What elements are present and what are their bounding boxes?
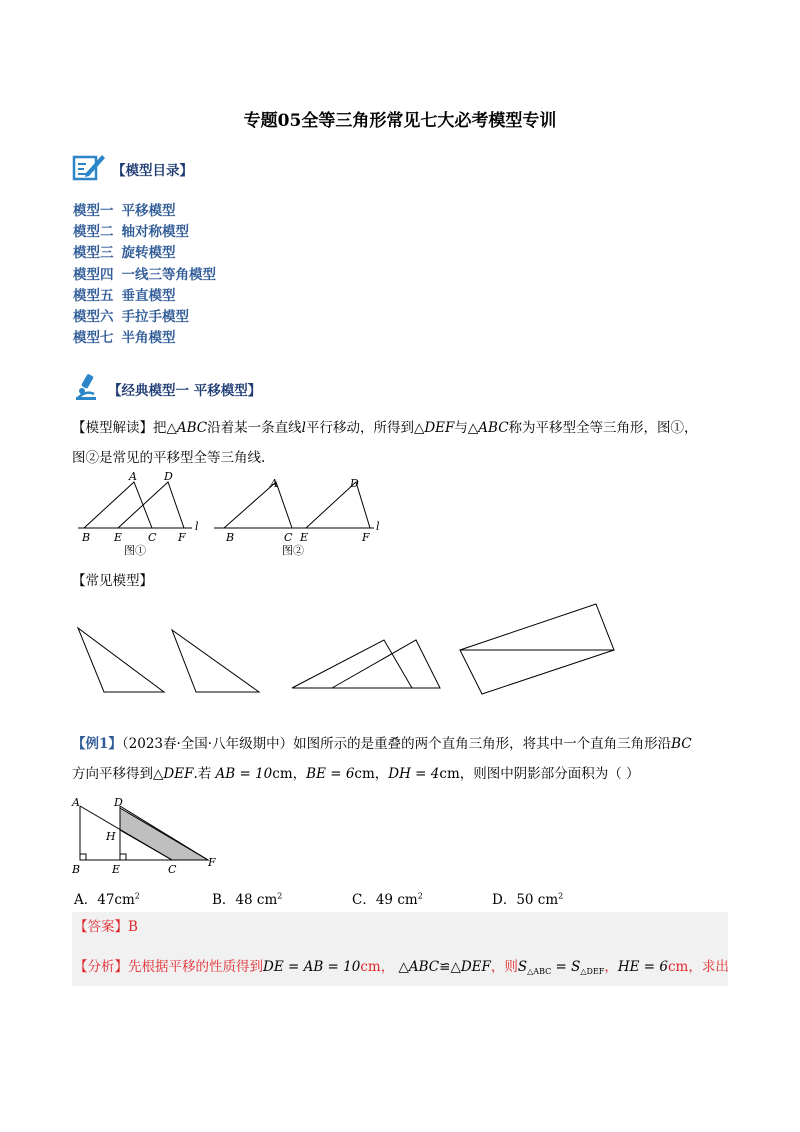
choice-a[interactable]: A．$47cm^2$: [74, 891, 140, 908]
toc-item[interactable]: 模型四 一线三等角模型: [73, 266, 216, 283]
fig1-label-D: D: [164, 470, 173, 483]
example-line-2: 方向平移得到△DEF.若 AB = 10cm，BE = 6cm，DH = 4cm，则图中阴影部分面积为（ ）: [72, 766, 640, 782]
toc-item[interactable]: 模型五 垂直模型: [73, 287, 176, 304]
fig2-label-E: E: [300, 531, 309, 544]
example-1-text: [72, 729, 742, 789]
fig2-label-C: C: [284, 531, 293, 544]
example-1-figure: [68, 794, 228, 878]
classic-model-heading: [72, 372, 261, 406]
common-model-1-triangle-a: [78, 628, 164, 692]
classic-heading-text: 【经典模型一 平移模型】: [108, 383, 262, 399]
ex-label-C: C: [168, 863, 177, 876]
figure-1: [78, 482, 192, 528]
microscope-icon: [72, 372, 102, 406]
interpret-line-1: 【模型解读】把△ABC沿着某一条直线l平行移动，所得到△DEF与△ABC称为平移型全等三角形，图①，: [72, 420, 698, 436]
analysis-line: 【分析】先根据平移的性质得到DE = AB = 10cm， △ABC≌△DEF，则$S_{\triangle ABC} = S_{\triangle DEF}$，HE = 6cm，求出: [74, 959, 729, 976]
toc-heading-text: 【模型目录】: [112, 163, 193, 179]
ex-label-H: H: [106, 830, 116, 843]
common-model-3-triangle-a: [460, 650, 614, 694]
ex-label-B: B: [72, 863, 81, 876]
common-model-2-triangle-b: [332, 640, 440, 688]
choice-c[interactable]: C．49 $cm^2$: [352, 891, 423, 908]
ex-label-A: A: [72, 796, 80, 809]
fig1-label-l: l: [195, 520, 199, 533]
edit-icon: [72, 151, 106, 187]
fig2-label-l: l: [376, 520, 380, 533]
answer-line: 【答案】B: [74, 919, 138, 935]
example-tag: 【例1】: [72, 736, 122, 752]
common-model-1-triangle-b: [172, 630, 259, 692]
fig2-label-D: D: [350, 477, 359, 490]
toc-item[interactable]: 模型一 平移模型: [73, 203, 176, 219]
toc-list: [73, 201, 216, 349]
common-models-figures: [74, 598, 634, 698]
toc-item[interactable]: 模型六 手拉手模型: [73, 309, 189, 326]
interpret-line-2: 图②是常见的平移型全等三角线.: [72, 450, 266, 466]
fig2-caption: 图②: [282, 544, 304, 557]
fig1-label-B: B: [82, 531, 91, 544]
common-models-heading: 【常见模型】: [72, 573, 153, 589]
toc-heading: [72, 151, 193, 187]
choice-b[interactable]: B．48 $cm^2$: [212, 891, 283, 908]
choice-d[interactable]: D．50 $cm^2$: [492, 891, 564, 908]
ex-label-E: E: [112, 863, 121, 876]
model-interpretation: [72, 413, 732, 473]
fig1-caption: 图①: [124, 544, 146, 557]
common-model-3-triangle-b: [460, 604, 614, 650]
example-line-1: 【例1】（2023春·全国·八年级期中）如图所示的是重叠的两个直角三角形，将其中一个直角三角形沿BC: [72, 736, 692, 752]
toc-item[interactable]: 模型七 半角模型: [73, 330, 176, 347]
fig1-label-C: C: [148, 531, 157, 544]
toc-item[interactable]: 模型三 旋转模型: [73, 245, 176, 262]
fig1-label-A: A: [129, 470, 137, 483]
translation-figures: [74, 470, 394, 560]
fig2-label-B: B: [226, 531, 235, 544]
fig2-label-A: A: [270, 477, 278, 490]
ex-label-F: F: [208, 856, 216, 869]
ex-label-D: D: [114, 796, 123, 809]
fig1-label-E: E: [114, 531, 123, 544]
page-title: 专题05全等三角形常见七大必考模型专训: [243, 111, 557, 131]
toc-item[interactable]: 模型二 轴对称模型: [73, 224, 189, 241]
common-model-2-triangle-a: [292, 640, 412, 688]
fig1-label-F: F: [178, 531, 186, 544]
fig2-label-F: F: [362, 531, 370, 544]
